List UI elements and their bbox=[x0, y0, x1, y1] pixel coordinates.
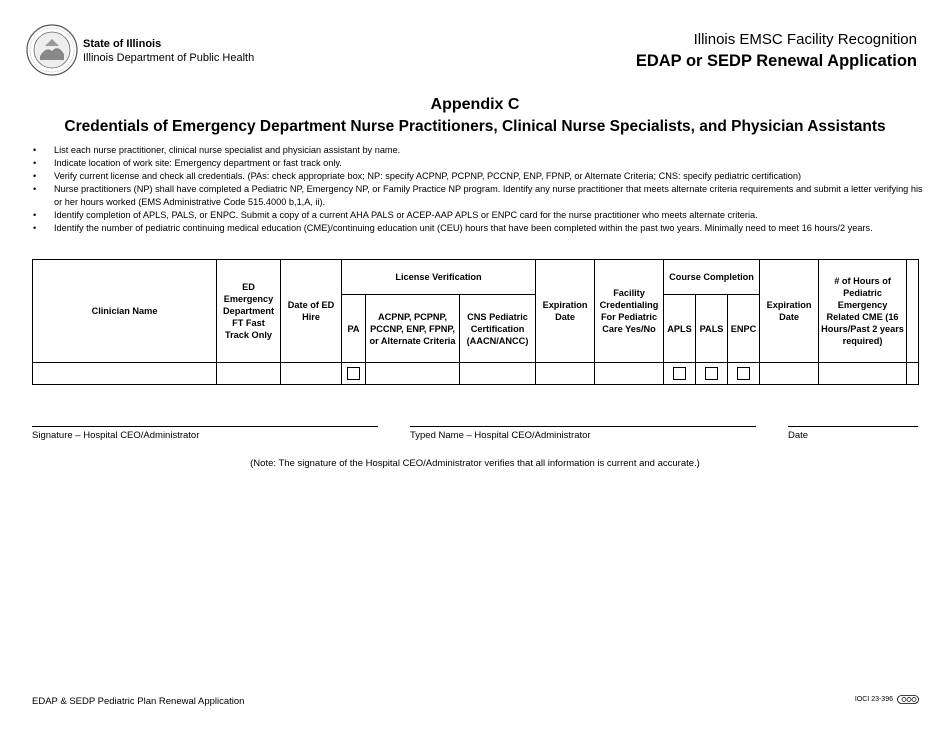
instruction-item: • Nurse practitioners (NP) shall have completed a Pediatric NP, Emergency NP, or Family Practice NP program. Identify any nurse practitioner that meets alternate criteria requirements and submit a letter verifying his or her hours worked (EMS Administrative Code 515.4000 b,1,A, ii). bbox=[33, 183, 923, 209]
footer-document-name: EDAP & SEDP Pediatric Plan Renewal Application bbox=[32, 696, 245, 707]
typed-name-line[interactable] bbox=[410, 426, 756, 427]
col-header-cme-hours: # of Hours of Pediatric Emergency Related CME (16 Hours/Past 2 years required) bbox=[819, 260, 907, 363]
clinician-name-cell[interactable] bbox=[33, 363, 217, 385]
signature-label: Signature – Hospital CEO/Administrator bbox=[32, 430, 200, 441]
enpc-cell bbox=[728, 363, 760, 385]
state-seal-logo bbox=[26, 24, 78, 76]
pa-checkbox[interactable] bbox=[347, 367, 360, 380]
facility-credentialing-cell[interactable] bbox=[595, 363, 664, 385]
ed-ft-cell[interactable] bbox=[217, 363, 281, 385]
appendix-subtitle: Credentials of Emergency Department Nurse Practitioners, Clinical Nurse Specialists, and Physician Assistants bbox=[64, 118, 886, 135]
apls-cell bbox=[664, 363, 696, 385]
col-header-expiration-date-2: Expiration Date bbox=[760, 260, 819, 363]
apls-checkbox[interactable] bbox=[673, 367, 686, 380]
np-certification-cell[interactable] bbox=[366, 363, 460, 385]
typed-name-label: Typed Name – Hospital CEO/Administrator bbox=[410, 430, 591, 441]
col-header-cns-certification: CNS Pediatric Certification (AACN/ANCC) bbox=[460, 295, 536, 363]
pa-cell bbox=[342, 363, 366, 385]
col-header-clinician-name: Clinician Name bbox=[33, 260, 217, 363]
pals-cell bbox=[696, 363, 728, 385]
col-header-pals: PALS bbox=[696, 295, 728, 363]
signature-note: (Note: The signature of the Hospital CEO/Administrator verifies that all information is current and accurate.) bbox=[250, 458, 700, 469]
page-title-block bbox=[0, 94, 950, 138]
footer-form-id bbox=[855, 695, 919, 704]
col-header-date-of-hire: Date of ED Hire bbox=[281, 260, 342, 363]
cme-hours-cell[interactable] bbox=[819, 363, 907, 385]
table-row bbox=[33, 363, 919, 385]
enpc-checkbox[interactable] bbox=[737, 367, 750, 380]
date-line[interactable] bbox=[788, 426, 918, 427]
printed-on-recycled-paper-icon bbox=[897, 695, 919, 704]
instruction-item: • Identify completion of APLS, PALS, or ENPC. Submit a copy of a current AHA PALS or ACEP-AAP APLS or ENPC card for the nurse practitioner who meets alternate criteria. bbox=[33, 209, 923, 222]
appendix-title: Appendix C bbox=[430, 96, 520, 113]
credentials-table bbox=[32, 259, 919, 385]
col-header-spacer bbox=[907, 260, 919, 363]
application-title: EDAP or SEDP Renewal Application bbox=[635, 52, 917, 70]
col-header-np-certification: ACPNP, PCPNP, PCCNP, ENP, FPNP, or Alternate Criteria bbox=[366, 295, 460, 363]
spacer-cell bbox=[907, 363, 919, 385]
instruction-item: • Identify the number of pediatric continuing medical education (CME)/continuing education unit (CEU) hours that have been completed within the past two years. Minimally need to meet 16 hours/2 years. bbox=[33, 222, 923, 235]
col-header-pa: PA bbox=[342, 295, 366, 363]
col-header-enpc: ENPC bbox=[728, 295, 760, 363]
date-label: Date bbox=[788, 430, 809, 441]
cns-certification-cell[interactable] bbox=[460, 363, 536, 385]
expiration-date-cell[interactable] bbox=[536, 363, 595, 385]
instruction-list bbox=[33, 144, 923, 235]
col-header-expiration-date: Expiration Date bbox=[536, 260, 595, 363]
signature-line[interactable] bbox=[32, 426, 378, 427]
agency-block bbox=[83, 37, 254, 65]
col-header-ed-ft: ED Emergency Department FT Fast Track Only bbox=[217, 260, 281, 363]
col-header-facility-credentialing: Facility Credentialing For Pediatric Care Yes/No bbox=[595, 260, 664, 363]
col-header-course-completion: Course Completion bbox=[664, 260, 760, 295]
department-name: Illinois Department of Public Health bbox=[83, 52, 255, 64]
date-of-hire-cell[interactable] bbox=[281, 363, 342, 385]
header-titles bbox=[636, 30, 917, 72]
form-number: IOCI 23-396 bbox=[854, 696, 893, 703]
col-header-license-verification: License Verification bbox=[342, 260, 536, 295]
pals-checkbox[interactable] bbox=[705, 367, 718, 380]
expiration-date-2-cell[interactable] bbox=[760, 363, 819, 385]
state-name: State of Illinois bbox=[83, 38, 162, 50]
instruction-item: • List each nurse practitioner, clinical nurse specialist and physician assistant by name. bbox=[33, 144, 923, 157]
col-header-apls: APLS bbox=[664, 295, 696, 363]
program-title: Illinois EMSC Facility Recognition bbox=[693, 31, 917, 48]
instruction-item: • Verify current license and check all credentials. (PAs: check appropriate box; NP: specify ACPNP, PCPNP, PCCNP, ENP, FPNP, or Alternate Criteria; CNS: specify pediatric certification) bbox=[33, 170, 923, 183]
instruction-item: • Indicate location of work site: Emergency department or fast track only. bbox=[33, 157, 923, 170]
